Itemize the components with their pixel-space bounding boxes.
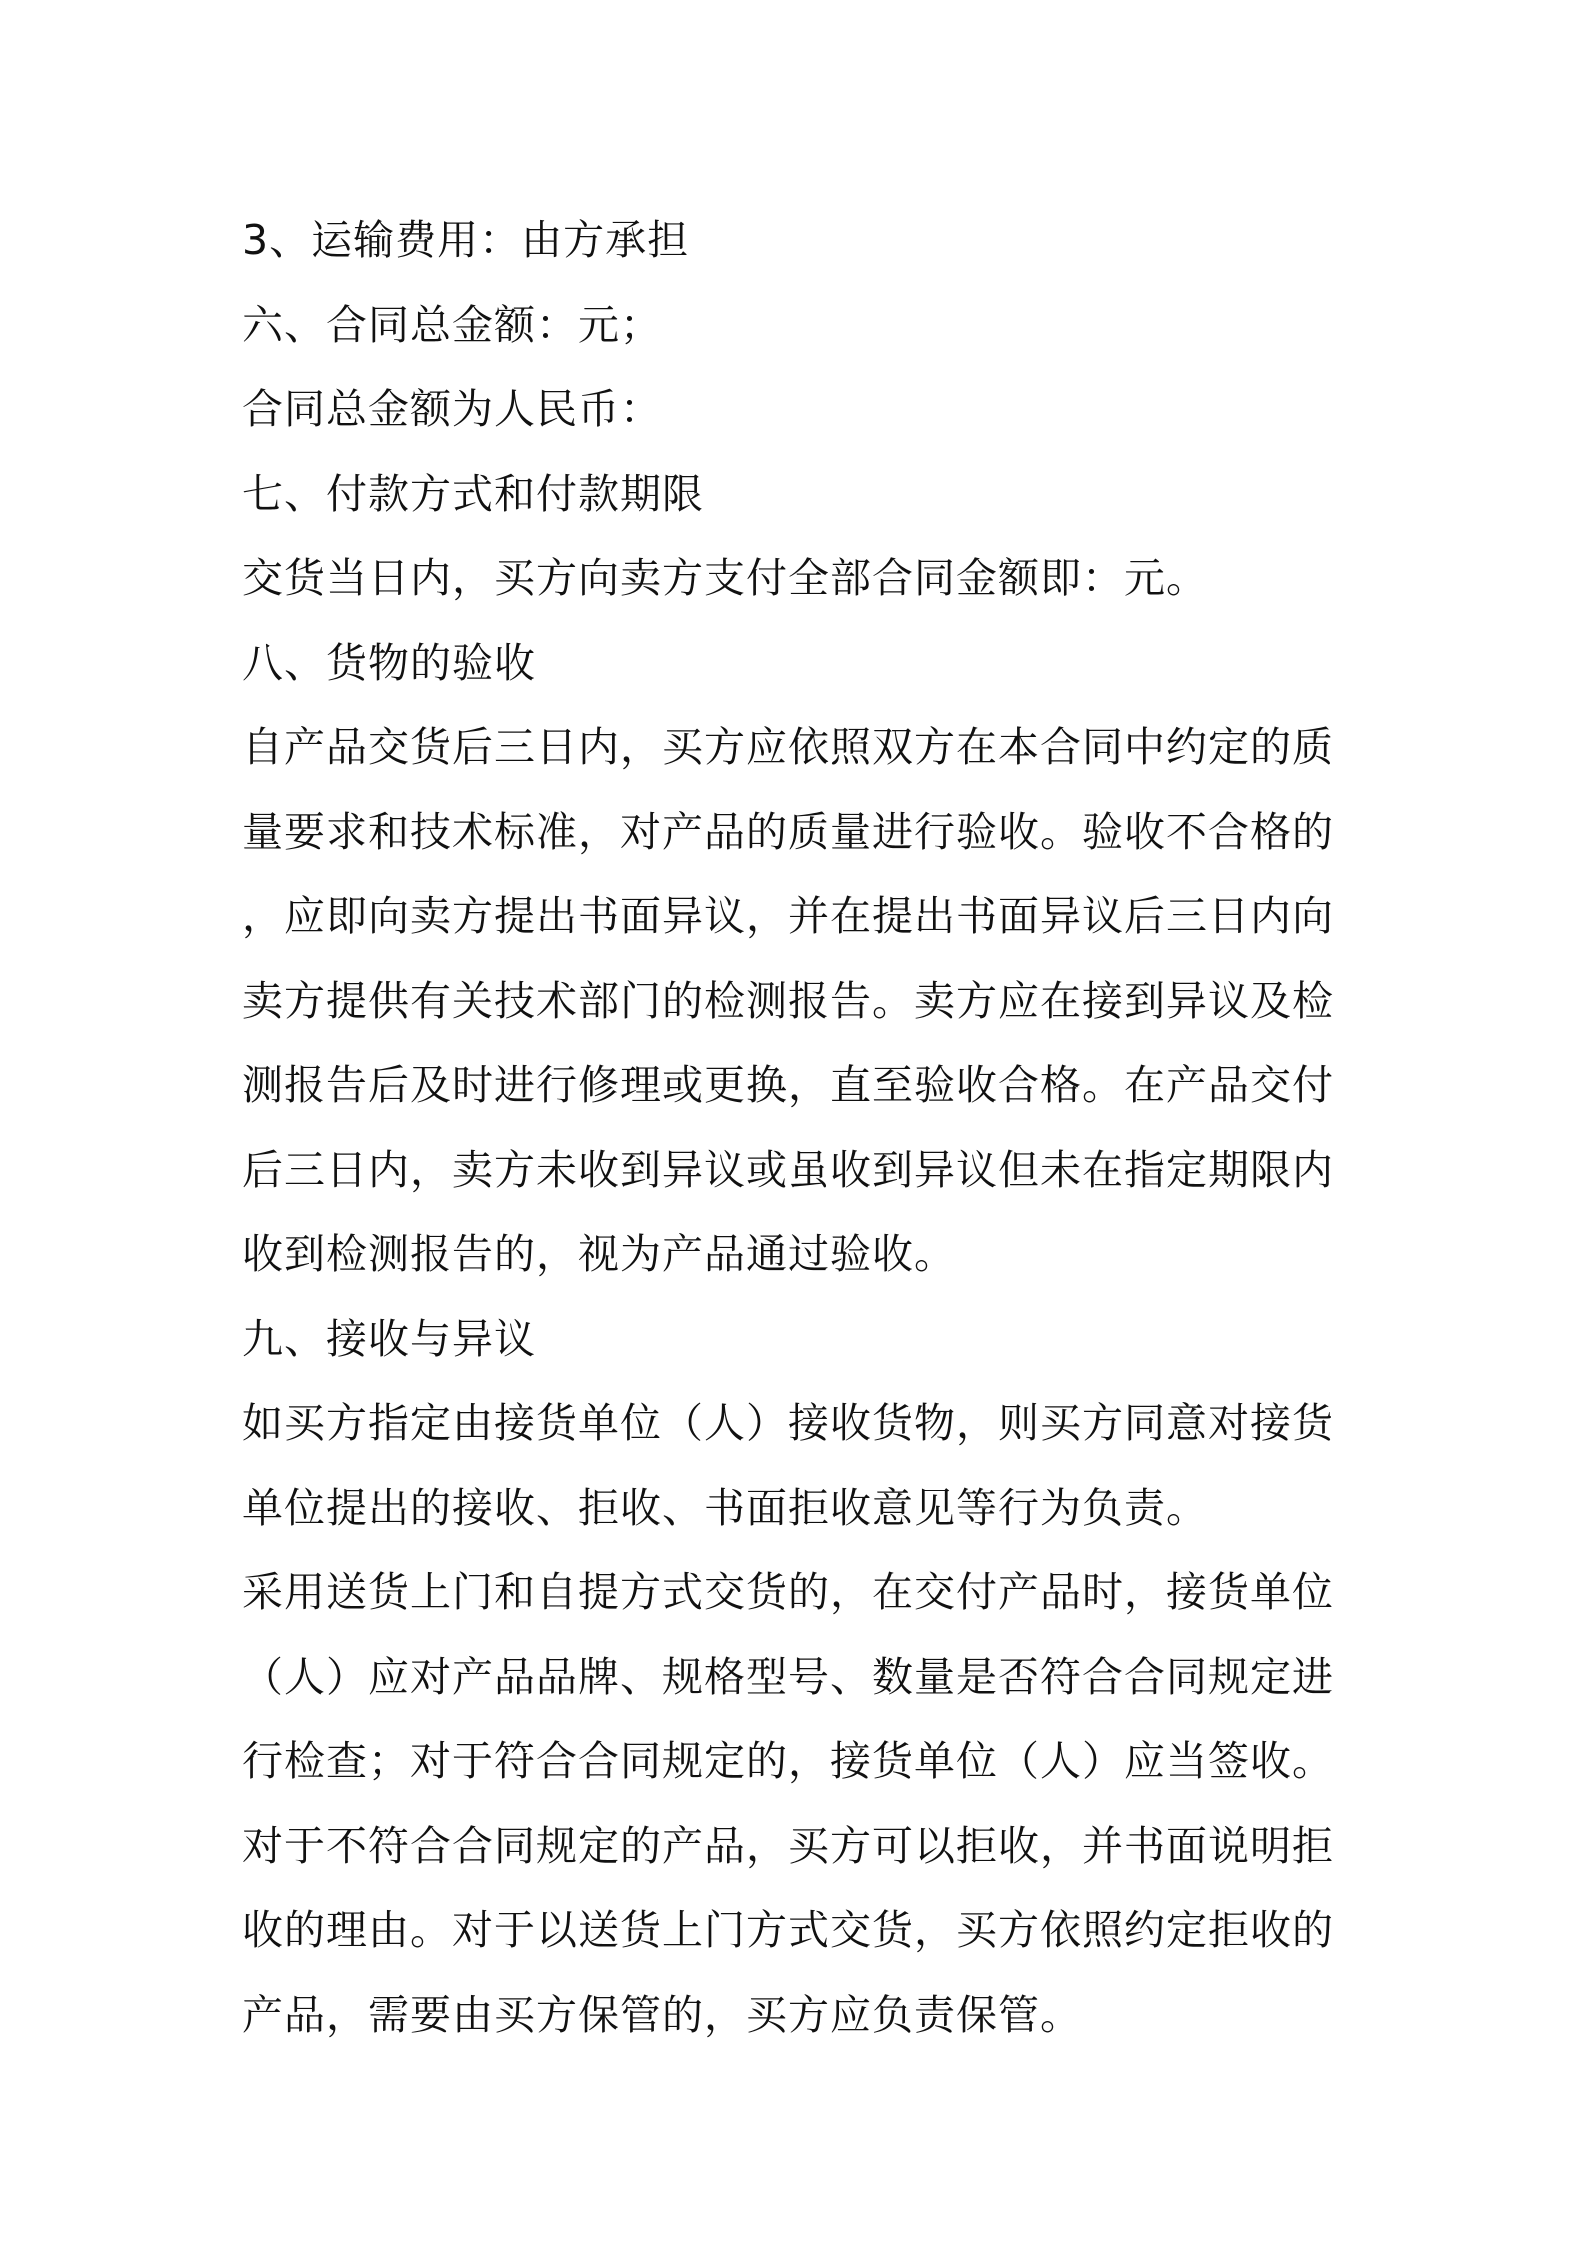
text-line: （人）应对产品品牌、规格型号、数量是否符合合同规定进: [242, 1652, 1334, 1701]
text-line: 测报告后及时进行修理或更换，直至验收合格。在产品交付: [242, 1061, 1334, 1109]
text-line: 产品，需要由买方保管的，买方应负责保管。: [242, 1990, 1082, 2039]
section-heading: 七、付款方式和付款期限: [242, 469, 704, 518]
text-line: 后三日内，卖方未收到异议或虽收到异议但未在指定期限内: [242, 1145, 1334, 1194]
text-line: 如买方指定由接货单位（人）接收货物，则买方同意对接货: [242, 1399, 1334, 1447]
text-line: 收的理由。对于以送货上门方式交货，买方依照约定拒收的: [242, 1906, 1334, 1954]
text-line: 3、运输费用：由方承担: [242, 216, 690, 264]
section-heading: 六、合同总金额：元；: [242, 300, 662, 349]
text-line: 量要求和技术标准，对产品的质量进行验收。验收不合格的: [242, 807, 1334, 856]
text-line: 收到检测报告的，视为产品通过验收。: [242, 1230, 956, 1278]
document-body: [242, 198, 1362, 2057]
text-line: 自产品交货后三日内，买方应依照双方在本合同中约定的质: [242, 723, 1334, 771]
text-line: 交货当日内，买方向卖方支付全部合同金额即：元。: [242, 554, 1208, 602]
text-line: 卖方提供有关技术部门的检测报告。卖方应在接到异议及检: [242, 976, 1334, 1025]
section-heading: 八、货物的验收: [242, 638, 536, 687]
text-line: ，应即向卖方提出书面异议，并在提出书面异议后三日内向: [242, 892, 1334, 940]
text-line: 单位提出的接收、拒收、书面拒收意见等行为负责。: [242, 1483, 1208, 1532]
text-line: 行检查；对于符合合同规定的，接货单位（人）应当签收。: [242, 1737, 1334, 1785]
text-line: 对于不符合合同规定的产品，买方可以拒收，并书面说明拒: [242, 1821, 1334, 1870]
text-line: 采用送货上门和自提方式交货的，在交付产品时，接货单位: [242, 1568, 1334, 1616]
text-line: 合同总金额为人民币：: [242, 385, 662, 433]
section-heading: 九、接收与异议: [242, 1314, 536, 1363]
